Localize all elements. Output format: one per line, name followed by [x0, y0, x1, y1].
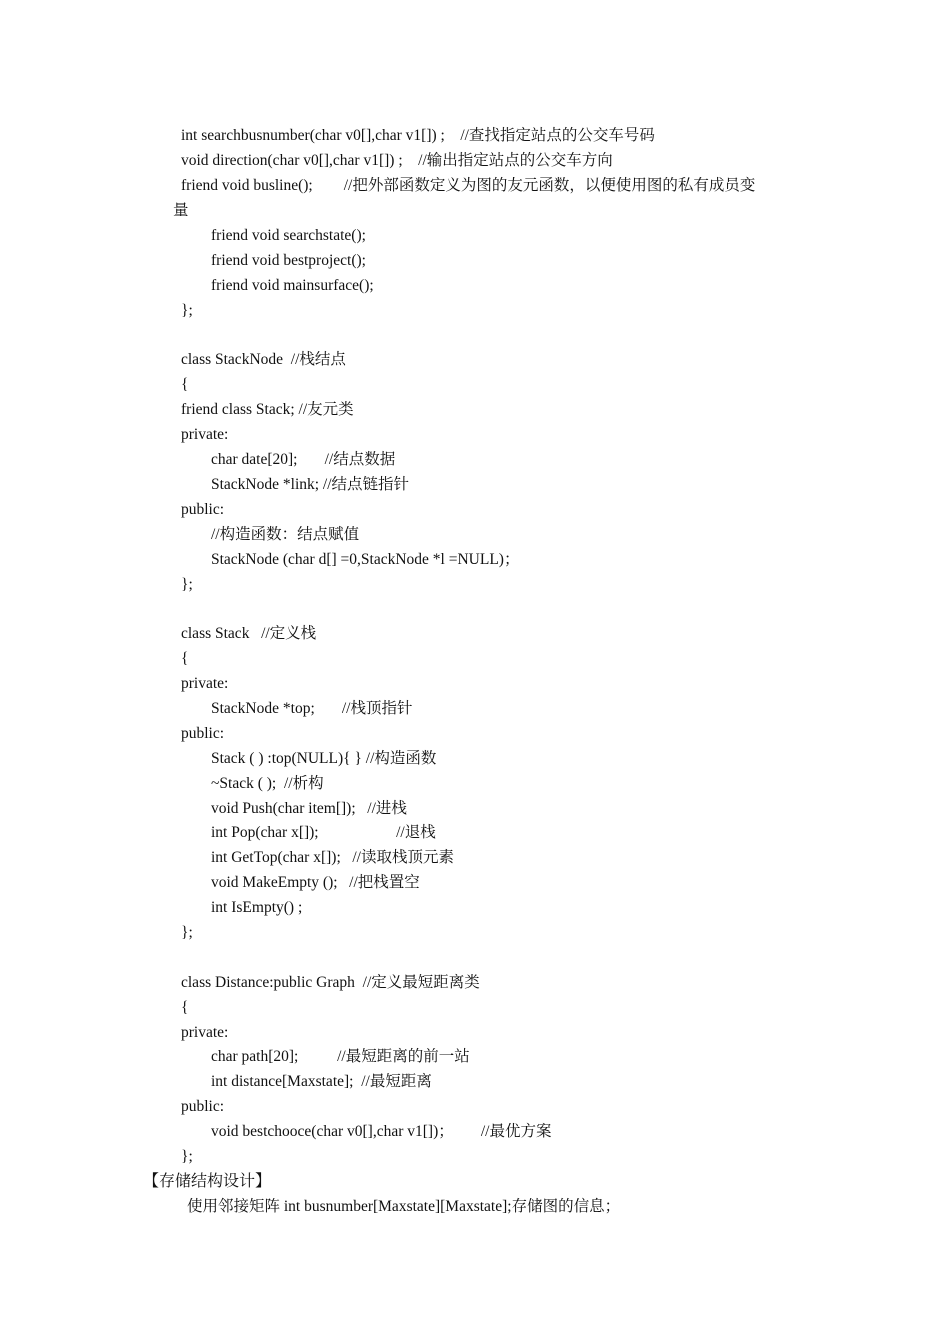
code-line: char date[20]; //结点数据 [211, 451, 396, 468]
code-line: { [181, 650, 189, 667]
code-line: }; [181, 924, 193, 941]
code-line: //构造函数：结点赋值 [211, 526, 360, 543]
code-line: 量 [173, 202, 189, 219]
paragraph-line: 使用邻接矩阵 int busnumber[Maxstate][Maxstate];存储图的信息； [187, 1198, 621, 1215]
code-line: void bestchooce(char v0[],char v1[])； //最优方案 [211, 1123, 552, 1140]
code-line: friend class Stack; //友元类 [181, 401, 354, 418]
code-line: Stack ( ) :top(NULL){ } //构造函数 [211, 750, 437, 767]
code-line: { [181, 376, 189, 393]
code-line: }; [181, 576, 193, 593]
code-line: int GetTop(char x[]); //读取栈顶元素 [211, 849, 454, 866]
code-line: void MakeEmpty (); //把栈置空 [211, 874, 420, 891]
code-line: StackNode *top; //栈顶指针 [211, 700, 413, 717]
code-line: friend void busline(); //把外部函数定义为图的友元函数，以便使用图的私有成员变 [181, 177, 756, 194]
code-line: StackNode *link; //结点链指针 [211, 476, 410, 493]
code-line: private: [181, 1024, 229, 1041]
code-line: }; [181, 1148, 193, 1165]
code-line: int searchbusnumber(char v0[],char v1[]) ; //查找指定站点的公交车号码 [181, 127, 655, 144]
code-line: char path[20]; //最短距离的前一站 [211, 1048, 470, 1065]
code-line: ~Stack ( ); //析构 [211, 775, 324, 792]
code-line: public: [181, 1098, 225, 1115]
code-line: void direction(char v0[],char v1[]) ; //输出指定站点的公交车方向 [181, 152, 613, 169]
code-line: class StackNode //栈结点 [181, 351, 346, 368]
code-line: friend void bestproject(); [211, 252, 366, 269]
code-line: public: [181, 725, 225, 742]
code-line: StackNode (char d[] =0,StackNode *l =NULL)； [211, 551, 520, 568]
code-line: friend void searchstate(); [211, 227, 366, 244]
code-line: private: [181, 675, 229, 692]
code-line: class Distance:public Graph //定义最短距离类 [181, 974, 480, 991]
code-line: class Stack //定义栈 [181, 625, 317, 642]
code-line: int Pop(char x[]); //退栈 [211, 824, 436, 841]
code-line: friend void mainsurface(); [211, 277, 374, 294]
code-line: int distance[Maxstate]; //最短距离 [211, 1073, 432, 1090]
code-line: public: [181, 501, 225, 518]
code-line: void Push(char item[]); //进栈 [211, 800, 407, 817]
code-line: { [181, 999, 189, 1016]
section-heading: 【存储结构设计】 [143, 1173, 272, 1190]
code-line: }; [181, 302, 193, 319]
code-line: int IsEmpty() ; [211, 899, 303, 916]
code-line: private: [181, 426, 229, 443]
